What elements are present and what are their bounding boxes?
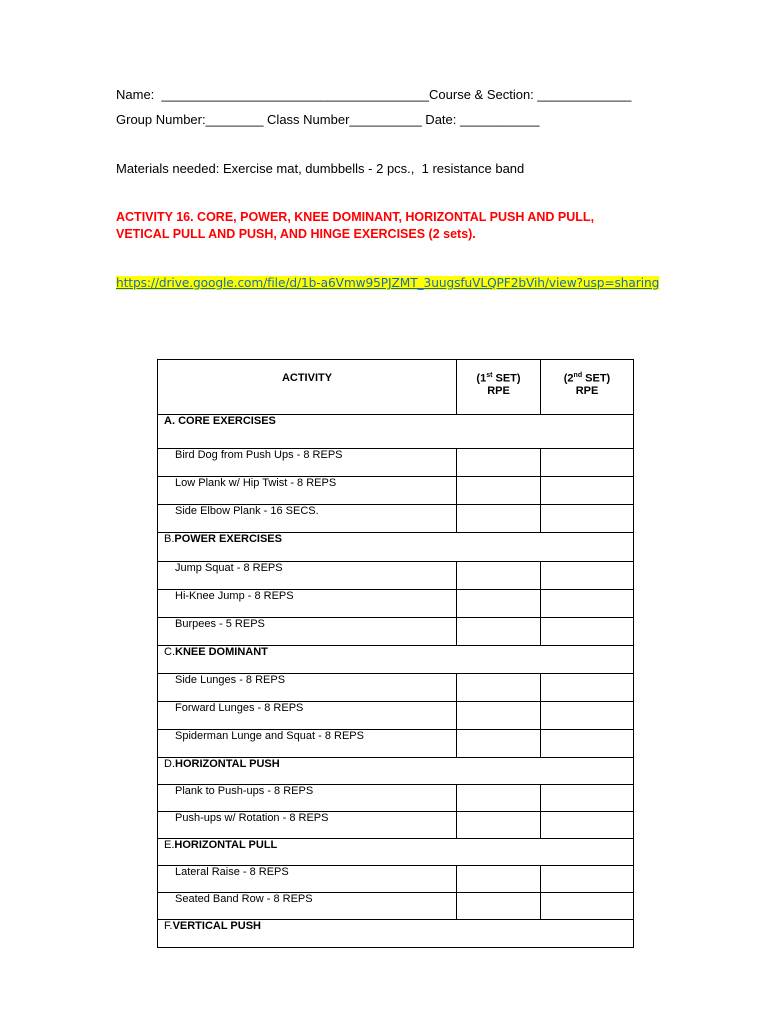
activity-table <box>157 359 634 948</box>
exercise-label: Hi-Knee Jump - 8 REPS <box>158 590 457 618</box>
set1-rpe-cell[interactable] <box>457 562 541 590</box>
header-set1: (1st SET) RPE <box>457 360 541 415</box>
exercise-row <box>158 866 634 893</box>
exercise-label: Side Elbow Plank - 16 SECS. <box>158 505 457 533</box>
section-letter: E. <box>164 839 175 851</box>
group-class-date-line: Group Number:________ Class Number__________ Date: ___________ <box>116 112 540 127</box>
section-title: HORIZONTAL PUSH <box>175 758 280 770</box>
exercise-label: Burpees - 5 REPS <box>158 618 457 646</box>
exercise-row <box>158 505 634 533</box>
set1-rpe-cell[interactable] <box>457 477 541 505</box>
set1-rpe-cell[interactable] <box>457 812 541 839</box>
exercise-row <box>158 702 634 730</box>
set2-rpe-cell[interactable] <box>541 449 634 477</box>
exercise-row <box>158 618 634 646</box>
section-heading <box>158 920 634 948</box>
set1-rpe-cell[interactable] <box>457 618 541 646</box>
section-row <box>158 839 634 866</box>
exercise-label: Bird Dog from Push Ups - 8 REPS <box>158 449 457 477</box>
name-course-line: Name: _____________________________________Course & Section: _____________ <box>116 87 632 102</box>
section-title: VERTICAL PUSH <box>172 920 261 932</box>
activity-title-line-2: VETICAL PULL AND PUSH, AND HINGE EXERCISES (2 sets). <box>116 227 476 241</box>
set1-rpe-cell[interactable] <box>457 449 541 477</box>
section-title: CORE EXERCISES <box>178 415 276 427</box>
exercise-label: Push-ups w/ Rotation - 8 REPS <box>158 812 457 839</box>
exercise-row <box>158 893 634 920</box>
materials-line: Materials needed: Exercise mat, dumbbells - 2 pcs., 1 resistance band <box>116 161 525 176</box>
section-letter: B. <box>164 533 175 545</box>
exercise-label: Low Plank w/ Hip Twist - 8 REPS <box>158 477 457 505</box>
exercise-row <box>158 674 634 702</box>
section-title: HORIZONTAL PULL <box>174 839 278 851</box>
set2-rpe-cell[interactable] <box>541 505 634 533</box>
section-row <box>158 758 634 785</box>
activity-title-line-1: ACTIVITY 16. CORE, POWER, KNEE DOMINANT, HORIZONTAL PUSH AND PULL, <box>116 210 595 224</box>
section-heading <box>158 839 634 866</box>
set2-rpe-cell[interactable] <box>541 477 634 505</box>
section-row <box>158 646 634 674</box>
section-letter: A. <box>164 415 179 427</box>
set2-rpe-cell[interactable] <box>541 702 634 730</box>
exercise-label: Seated Band Row - 8 REPS <box>158 893 457 920</box>
set1-rpe-cell[interactable] <box>457 590 541 618</box>
exercise-label: Jump Squat - 8 REPS <box>158 562 457 590</box>
exercise-label: Lateral Raise - 8 REPS <box>158 866 457 893</box>
exercise-row <box>158 730 634 758</box>
section-heading <box>158 758 634 785</box>
exercise-label: Spiderman Lunge and Squat - 8 REPS <box>158 730 457 758</box>
exercise-row <box>158 562 634 590</box>
exercise-label: Forward Lunges - 8 REPS <box>158 702 457 730</box>
section-row <box>158 533 634 562</box>
section-letter: F. <box>164 920 173 932</box>
set1-rpe-cell[interactable] <box>457 674 541 702</box>
exercise-label: Plank to Push-ups - 8 REPS <box>158 785 457 812</box>
set2-rpe-cell[interactable] <box>541 590 634 618</box>
section-heading <box>158 533 634 562</box>
set2-rpe-cell[interactable] <box>541 785 634 812</box>
table-header-row <box>158 360 634 415</box>
set2-rpe-cell[interactable] <box>541 562 634 590</box>
set2-rpe-cell[interactable] <box>541 812 634 839</box>
exercise-label: Side Lunges - 8 REPS <box>158 674 457 702</box>
exercise-row <box>158 785 634 812</box>
exercise-row <box>158 812 634 839</box>
section-heading <box>158 415 634 449</box>
set1-rpe-cell[interactable] <box>457 893 541 920</box>
set2-rpe-cell[interactable] <box>541 893 634 920</box>
drive-link[interactable]: https://drive.google.com/file/d/1b-a6Vmw95PJZMT_3uugsfuVLQPF2bVih/view?usp=sharing <box>116 276 660 290</box>
set1-rpe-cell[interactable] <box>457 785 541 812</box>
section-letter: C. <box>164 646 175 658</box>
section-title: KNEE DOMINANT <box>175 646 268 658</box>
section-row <box>158 920 634 948</box>
exercise-row <box>158 477 634 505</box>
set2-rpe-cell[interactable] <box>541 674 634 702</box>
set1-rpe-cell[interactable] <box>457 866 541 893</box>
section-letter: D. <box>164 758 175 770</box>
header-activity: ACTIVITY <box>158 360 457 415</box>
exercise-row <box>158 590 634 618</box>
set1-rpe-cell[interactable] <box>457 505 541 533</box>
section-heading <box>158 646 634 674</box>
set2-rpe-cell[interactable] <box>541 618 634 646</box>
section-title: POWER EXERCISES <box>174 533 282 545</box>
set2-rpe-cell[interactable] <box>541 730 634 758</box>
exercise-row <box>158 449 634 477</box>
set2-rpe-cell[interactable] <box>541 866 634 893</box>
header-set2: (2nd SET) RPE <box>541 360 634 415</box>
set1-rpe-cell[interactable] <box>457 702 541 730</box>
set1-rpe-cell[interactable] <box>457 730 541 758</box>
section-row <box>158 415 634 449</box>
